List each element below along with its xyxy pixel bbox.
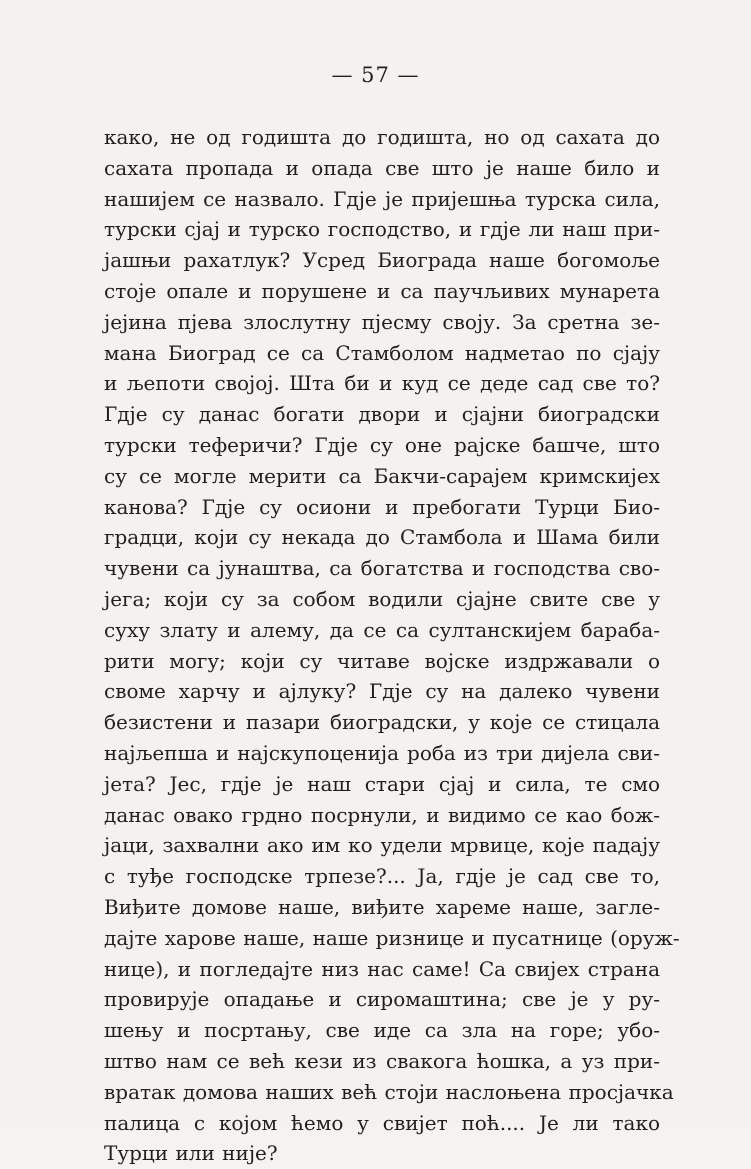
text-line: данас овако грдно посрнули, и видимо се као бож-	[104, 802, 660, 827]
text-line: штво нам се већ кези из свакога ћошка, а уз при-	[104, 1048, 660, 1073]
text-line: јаци, захвални ако им ко удели мрвице, које падају	[104, 833, 660, 858]
text-line: суху злату и алему, да се са султанскијем бараба-	[104, 617, 660, 642]
text-line: и љепоти својој. Шта би и куд се деде сад све то?	[104, 371, 660, 396]
text-line: сахата пропада и опада све што је наше било и	[104, 155, 660, 180]
text-line: јета? Јес, гдје је наш стари сјај и сила, те смо	[104, 771, 660, 796]
text-line: шењу и посртању, све иде са зла на горе; убо-	[104, 1018, 660, 1043]
text-line: турски сјај и турско господство, и гдје ли наш при-	[104, 217, 660, 242]
text-line: су се могле мерити са Бакчи-сарајем кримскијех	[104, 463, 660, 488]
text-line: дајте харове наше, наше ризнице и пусатнице (оруж-	[104, 925, 680, 950]
text-line: безистени и пазари биоградски, у које се стицала	[104, 710, 660, 735]
text-block	[104, 122, 680, 1169]
text-line: провирује опадање и сиромаштина; све је у ру-	[104, 987, 660, 1012]
text-line: како, не од годишта до годишта, но од сахата до	[104, 125, 660, 149]
text-line: мана Биоград се са Стамболом надметао по сјају	[104, 340, 660, 365]
text-line: Виђите домове наше, виђите хареме наше, загле-	[104, 894, 660, 919]
text-line: јашњи рахатлук? Усред Биограда наше богомоље	[104, 248, 660, 273]
text-line: палица с којом ћемо у свијет поћ.... Је ли тако	[104, 1110, 660, 1135]
text-line: јејина пјева злослутну пјесму своју. За сретна зе-	[104, 309, 660, 334]
text-line: вратак домова наших већ стоји наслоњена просјачка	[104, 1079, 674, 1104]
text-line: јега; који су за собом водили сјајне свите све у	[104, 586, 660, 611]
text-line: градци, који су некада до Стамбола и Шама били	[104, 525, 660, 550]
text-line: своме харчу и ајлуку? Гдје су на далеко чувени	[104, 679, 660, 704]
text-line: рити могу; који су читаве војске издржавали о	[104, 648, 660, 673]
text-line: стоје опале и порушене и са паучљивих мунарета	[104, 278, 660, 303]
text-line: најљепша и најскупоценија роба из три дијела сви-	[104, 740, 660, 765]
text-line: канова? Гдје су осиони и пребогати Турци Био-	[104, 494, 660, 519]
text-line: турски теферичи? Гдје су оне рајске башче, што	[104, 432, 660, 457]
text-line: нашијем се назвало. Гдје је пријешња турска сила,	[104, 186, 660, 211]
text-line: чувени са јунаштва, са богатства и господства сво-	[104, 556, 660, 581]
text-line: Турци или није?	[104, 1141, 278, 1166]
page-number: — 57 —	[331, 63, 420, 87]
text-line: Гдје су данас богати двори и сјајни биоградски	[104, 402, 660, 427]
text-line: с туђе господске трпезе?... Ја, гдје је сад све то,	[104, 864, 660, 889]
text-line: нице), и погледајте низ нас саме! Са свијех страна	[104, 956, 660, 981]
